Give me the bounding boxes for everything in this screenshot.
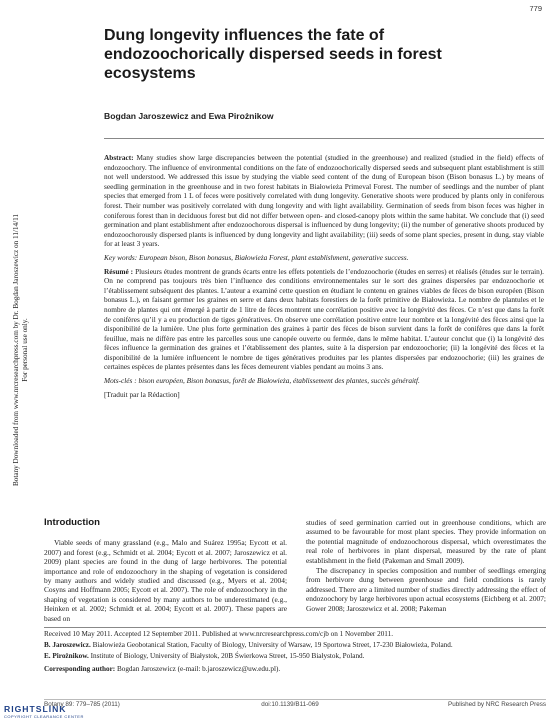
- keywords-label: Key words:: [104, 252, 138, 262]
- article-info: [44, 630, 546, 676]
- affiliation-2-name: E. Pirożnikow.: [44, 652, 89, 661]
- journal-citation: Botany 89: 779–785 (2011): [44, 701, 120, 708]
- info-divider: [44, 627, 546, 628]
- resume-text: Plusieurs études montrent de grands écarts entre les effets potentiels de l’endozoochorie (études en serres) et réalisés (études sur le terrain). On ne comprend pas toujours très bien l’influence des conditions environnementales sur le sort des graines dispersées par endozoochorie et l’établissement subséquent des plantes. L’auteur a examiné cette question en étudiant le contenu en graines viables de fèces de bison européen (Bison bonasus L.), en faisant germer les graines en serre et dans deux habitats forestiers de la forêt primitive de Białowieża. Le nombre de plantules et le nombre de plantes qui ont émergé à partir de 1 litre de fèces montrent une corrélation positive avec la longévité des fèces. Ce n’est que dans la forêt de conifères qu’il y a eu production de tiges génératives. On observe une corrélation positive entre leur nombre et la longévité des fèces ainsi que la disponibilité de la lumière. Une plus forte germination des graines à partir des fèces de bison survient dans la forêt de conifères que dans la forêt feuillue, mais ne diffère pas entre les parcelles sous une canopée ouverte ou fermée, dans le même habitat. L’auteur conclut que (i) la longévité des fèces influence la germination des graines et l’établissement des plantes, suite à la dispersion par endozoochorie; (ii) la longévité des fèces et la disponibilité de la lumière influencent le nombre de tiges génératives produites par les plantes dispersées par endozoochorie; (iii) les graines de certaines espèces de plantes présentes dans les fèces demeurent viables pendant au moins 3 ans.: [104, 266, 544, 372]
- footer-divider: [44, 699, 546, 700]
- introduction-heading: Introduction: [44, 517, 100, 528]
- affiliation-1-text: Białowieża Geobotanical Station, Faculty of Biology, University of Warsaw, 19 Sportowa Street, 17-230 Białowieża, Poland.: [90, 641, 453, 650]
- watermark-line-1: Botany Downloaded from www.nrcresearchpress.com by Dr. Bogdan Jaroszewicz on 11/14/11: [12, 213, 20, 487]
- abstract-label: Abstract:: [104, 153, 134, 162]
- introduction-continuation: studies of seed germination carried out in greenhouse conditions, which are assumed to be favourable for most plant species. They provide information on the potential magnitude of endozoochorous dispersal, which overestimates the real role of herbivores in plant dispersal, measured by the rate of plant establishment in the field (Pakeman and Small 2009).: [306, 518, 546, 565]
- title-divider: [104, 138, 544, 139]
- article-authors: Bogdan Jaroszewicz and Ewa Pirożnikow: [104, 111, 274, 121]
- keywords-text: European bison, Bison bonasus, Białowieża Forest, plant establishment, generative success.: [137, 252, 409, 262]
- watermark-line-2: For personal use only.: [21, 318, 29, 382]
- translation-note: [Traduit par la Rédaction]: [104, 389, 180, 399]
- corresponding-label: Corresponding author:: [44, 664, 116, 673]
- page-number: 779: [529, 4, 542, 13]
- resume-label: Résumé :: [104, 266, 134, 276]
- abstract-paragraph: [104, 153, 544, 249]
- doi-link[interactable]: doi:10.1139/B11-069: [261, 701, 319, 708]
- introduction-paragraph-1: Viable seeds of many grassland (e.g., Malo and Suárez 1995a; Eycott et al. 2007) and forest (e.g., Schmidt et al. 2004; Eycott et al. 2007; Jaroszewicz et al. 2009) plant species are found in the dung of large herbivores. The potential importance and role of endozoochory in the shaping of vegetation is considered by many authors and widely studied and discussed (e.g., Myers et al. 2004; Cosyns and Hoffmann 2005; Eycott et al. 2007). The role of endozoochory in the shaping of vegetation is considered by many authors to be underestimated (e.g., Heinken et al. 2002; Schmidt et al. 2004; Eycott et al. 2007). These papers are based on: [44, 538, 287, 623]
- corresponding-author: [44, 665, 546, 674]
- motscles-text: bison européen, Bison bonasus, forêt de Białowieża, établissement des plantes, succès généraitf.: [136, 376, 420, 386]
- rightslink-logo[interactable]: RIGHTSLINK: [4, 704, 67, 714]
- keywords-paragraph: [104, 253, 544, 263]
- publisher-label: Published by NRC Research Press: [448, 701, 546, 708]
- download-watermark: [0, 0, 29, 722]
- article-title: Dung longevity influences the fate of endozoochorically dispersed seeds in forest ecosystems: [104, 27, 442, 82]
- abstract-section: [104, 153, 544, 403]
- abstract-text: Many studies show large discrepancies between the potential (studied in the greenhouse) and realized (studied in the field) effects of endozoochory. The influence of environmental conditions on the fate of endozoochorically dispersed seeds and subsequent plant establishment is still not well understood. We addressed this issue by studying the viable seed content of the dung of European bison (Bison bonasus L.) by means of seedling germination in the greenhouse and in two forest habitats in Białowieża Primeval Forest. The number of seedlings and the number of plant species that emerged from 1 L of feces were positively correlated with dung longevity. Generative shoots were produced by plants only in coniferous forest. Their number was positively correlated with dung longevity and with light availability. Germination of seeds from bison feces was higher in coniferous forest than in deciduous forest but did not differ between open- and closed-canopy plots within the same habitat. We conclude that (i) seed germination and plant establishment after endozoochorous dispersal is influenced by dung longevity; (ii) the number of generative shoots produced by endozoochorously dispersed plants is influenced by dung longevity and light availability; (iii) seeds of some plant species, present in dung, stay viable for at least 3 years.: [104, 153, 544, 249]
- affiliation-2: [44, 652, 546, 661]
- introduction-paragraph-2: The discrepancy in species composition and number of seedlings emerging from herbivore dung between greenhouse and field conditions is rarely addressed. There are a limited number of studies directly addressing the effect of endozoochory by large herbivores upon actual ecosystems (Eichberg et al. 2007; Gower 2008; Jaroszewicz et al. 2008; Pakeman: [306, 566, 546, 613]
- rightslink-subtitle: COPYRIGHT CLEARANCE CENTER: [4, 714, 84, 719]
- affiliation-1: [44, 641, 546, 650]
- right-column: [306, 518, 546, 613]
- resume-paragraph: [104, 267, 544, 373]
- corresponding-text: Bogdan Jaroszewicz (e-mail: b.jaroszewicz@uw.edu.pl).: [115, 664, 281, 673]
- motscles-paragraph: [104, 376, 544, 386]
- received-dates: Received 10 May 2011. Accepted 12 September 2011. Published at www.nrcresearchpress.com/cjb on 1 November 2011.: [44, 630, 394, 638]
- motscles-label: Mots-clés :: [104, 376, 137, 386]
- left-column: [44, 518, 287, 623]
- affiliation-2-text: Institute of Biology, University of Białystok, 20B Świerkowa Street, 15-950 Białystok, Poland.: [88, 652, 365, 661]
- affiliation-1-name: B. Jaroszewicz.: [44, 641, 91, 650]
